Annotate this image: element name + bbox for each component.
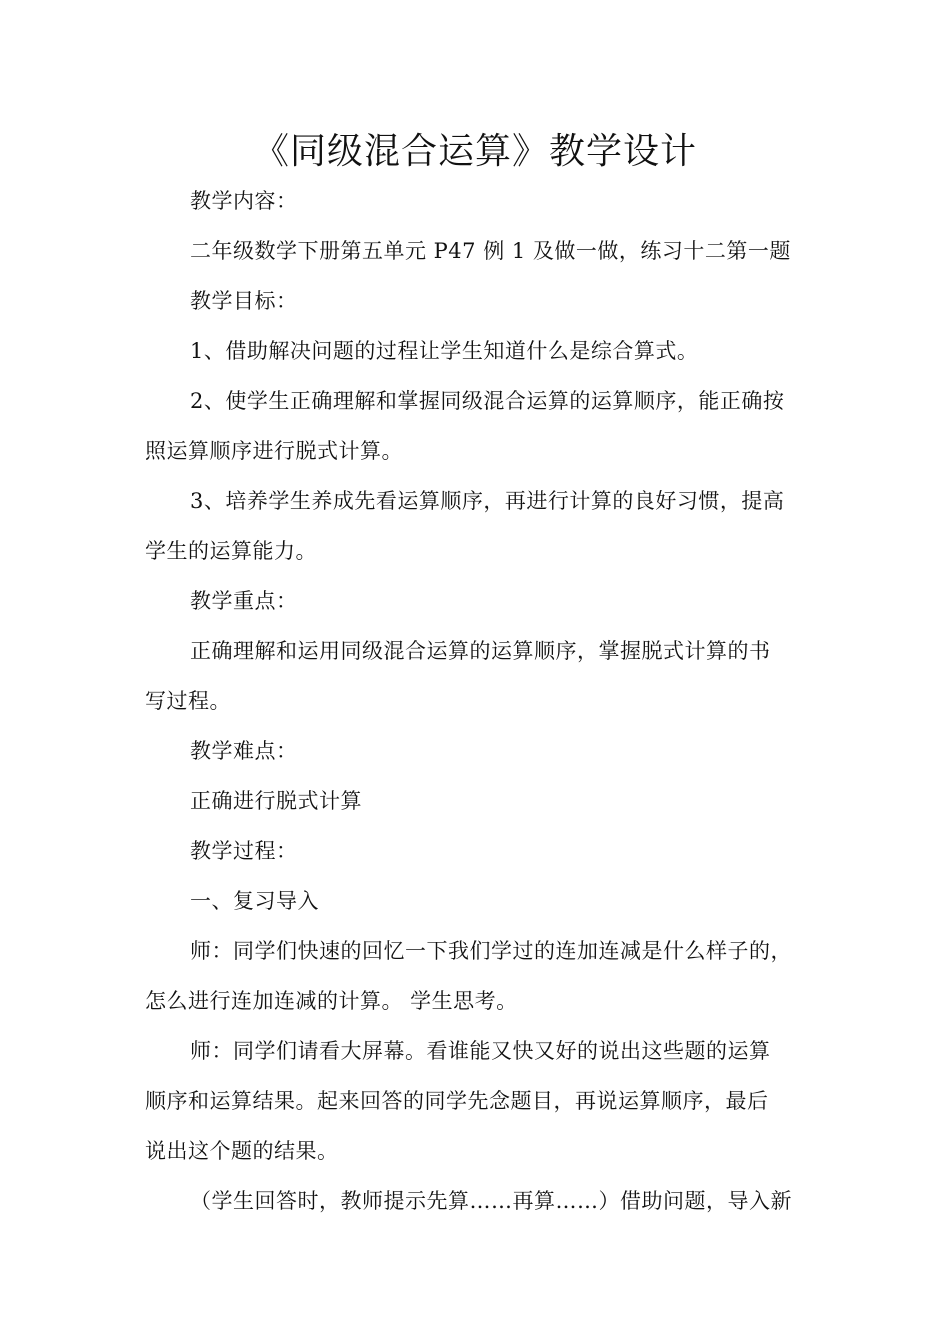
- goal-item-1: 1、借助解决问题的过程让学生知道什么是综合算式。: [190, 339, 699, 363]
- paragraph-content: 二年级数学下册第五单元 P47 例 1 及做一做，练习十二第一题: [190, 239, 791, 263]
- teacher-paragraph-2-line-2: 顺序和运算结果。起来回答的同学先念题目，再说运算顺序，最后: [145, 1089, 769, 1113]
- student-answer-note: （学生回答时，教师提示先算……再算……）借助问题，导入新: [190, 1189, 792, 1213]
- heading-teaching-process: 教学过程：: [190, 839, 298, 863]
- section-review-intro: 一、复习导入: [190, 889, 319, 913]
- teacher-paragraph-2-line-1: 师：同学们请看大屏幕。看谁能又快又好的说出这些题的运算: [190, 1039, 771, 1063]
- key-points-line-2: 写过程。: [145, 689, 231, 713]
- goal-item-3-line-1: 3、培养学生养成先看运算顺序，再进行计算的良好习惯，提高: [190, 489, 785, 513]
- heading-difficulties: 教学难点：: [190, 739, 298, 763]
- teacher-paragraph-1-line-2: 怎么进行连加连减的计算。 学生思考。: [145, 989, 518, 1013]
- goal-item-2-line-2: 照运算顺序进行脱式计算。: [145, 439, 403, 463]
- heading-key-points: 教学重点：: [190, 589, 298, 613]
- heading-teaching-content: 教学内容：: [190, 189, 298, 213]
- difficulties-text: 正确进行脱式计算: [190, 789, 362, 813]
- teacher-paragraph-1-line-1: 师：同学们快速的回忆一下我们学过的连加连减是什么样子的，: [190, 939, 792, 963]
- teacher-paragraph-2-line-3: 说出这个题的结果。: [145, 1139, 339, 1163]
- goal-item-2-line-1: 2、使学生正确理解和掌握同级混合运算的运算顺序，能正确按: [190, 389, 785, 413]
- key-points-line-1: 正确理解和运用同级混合运算的运算顺序，掌握脱式计算的书: [190, 639, 771, 663]
- document-title: 《同级混合运算》教学设计: [252, 131, 697, 172]
- heading-teaching-goals: 教学目标：: [190, 289, 298, 313]
- goal-item-3-line-2: 学生的运算能力。: [145, 539, 317, 563]
